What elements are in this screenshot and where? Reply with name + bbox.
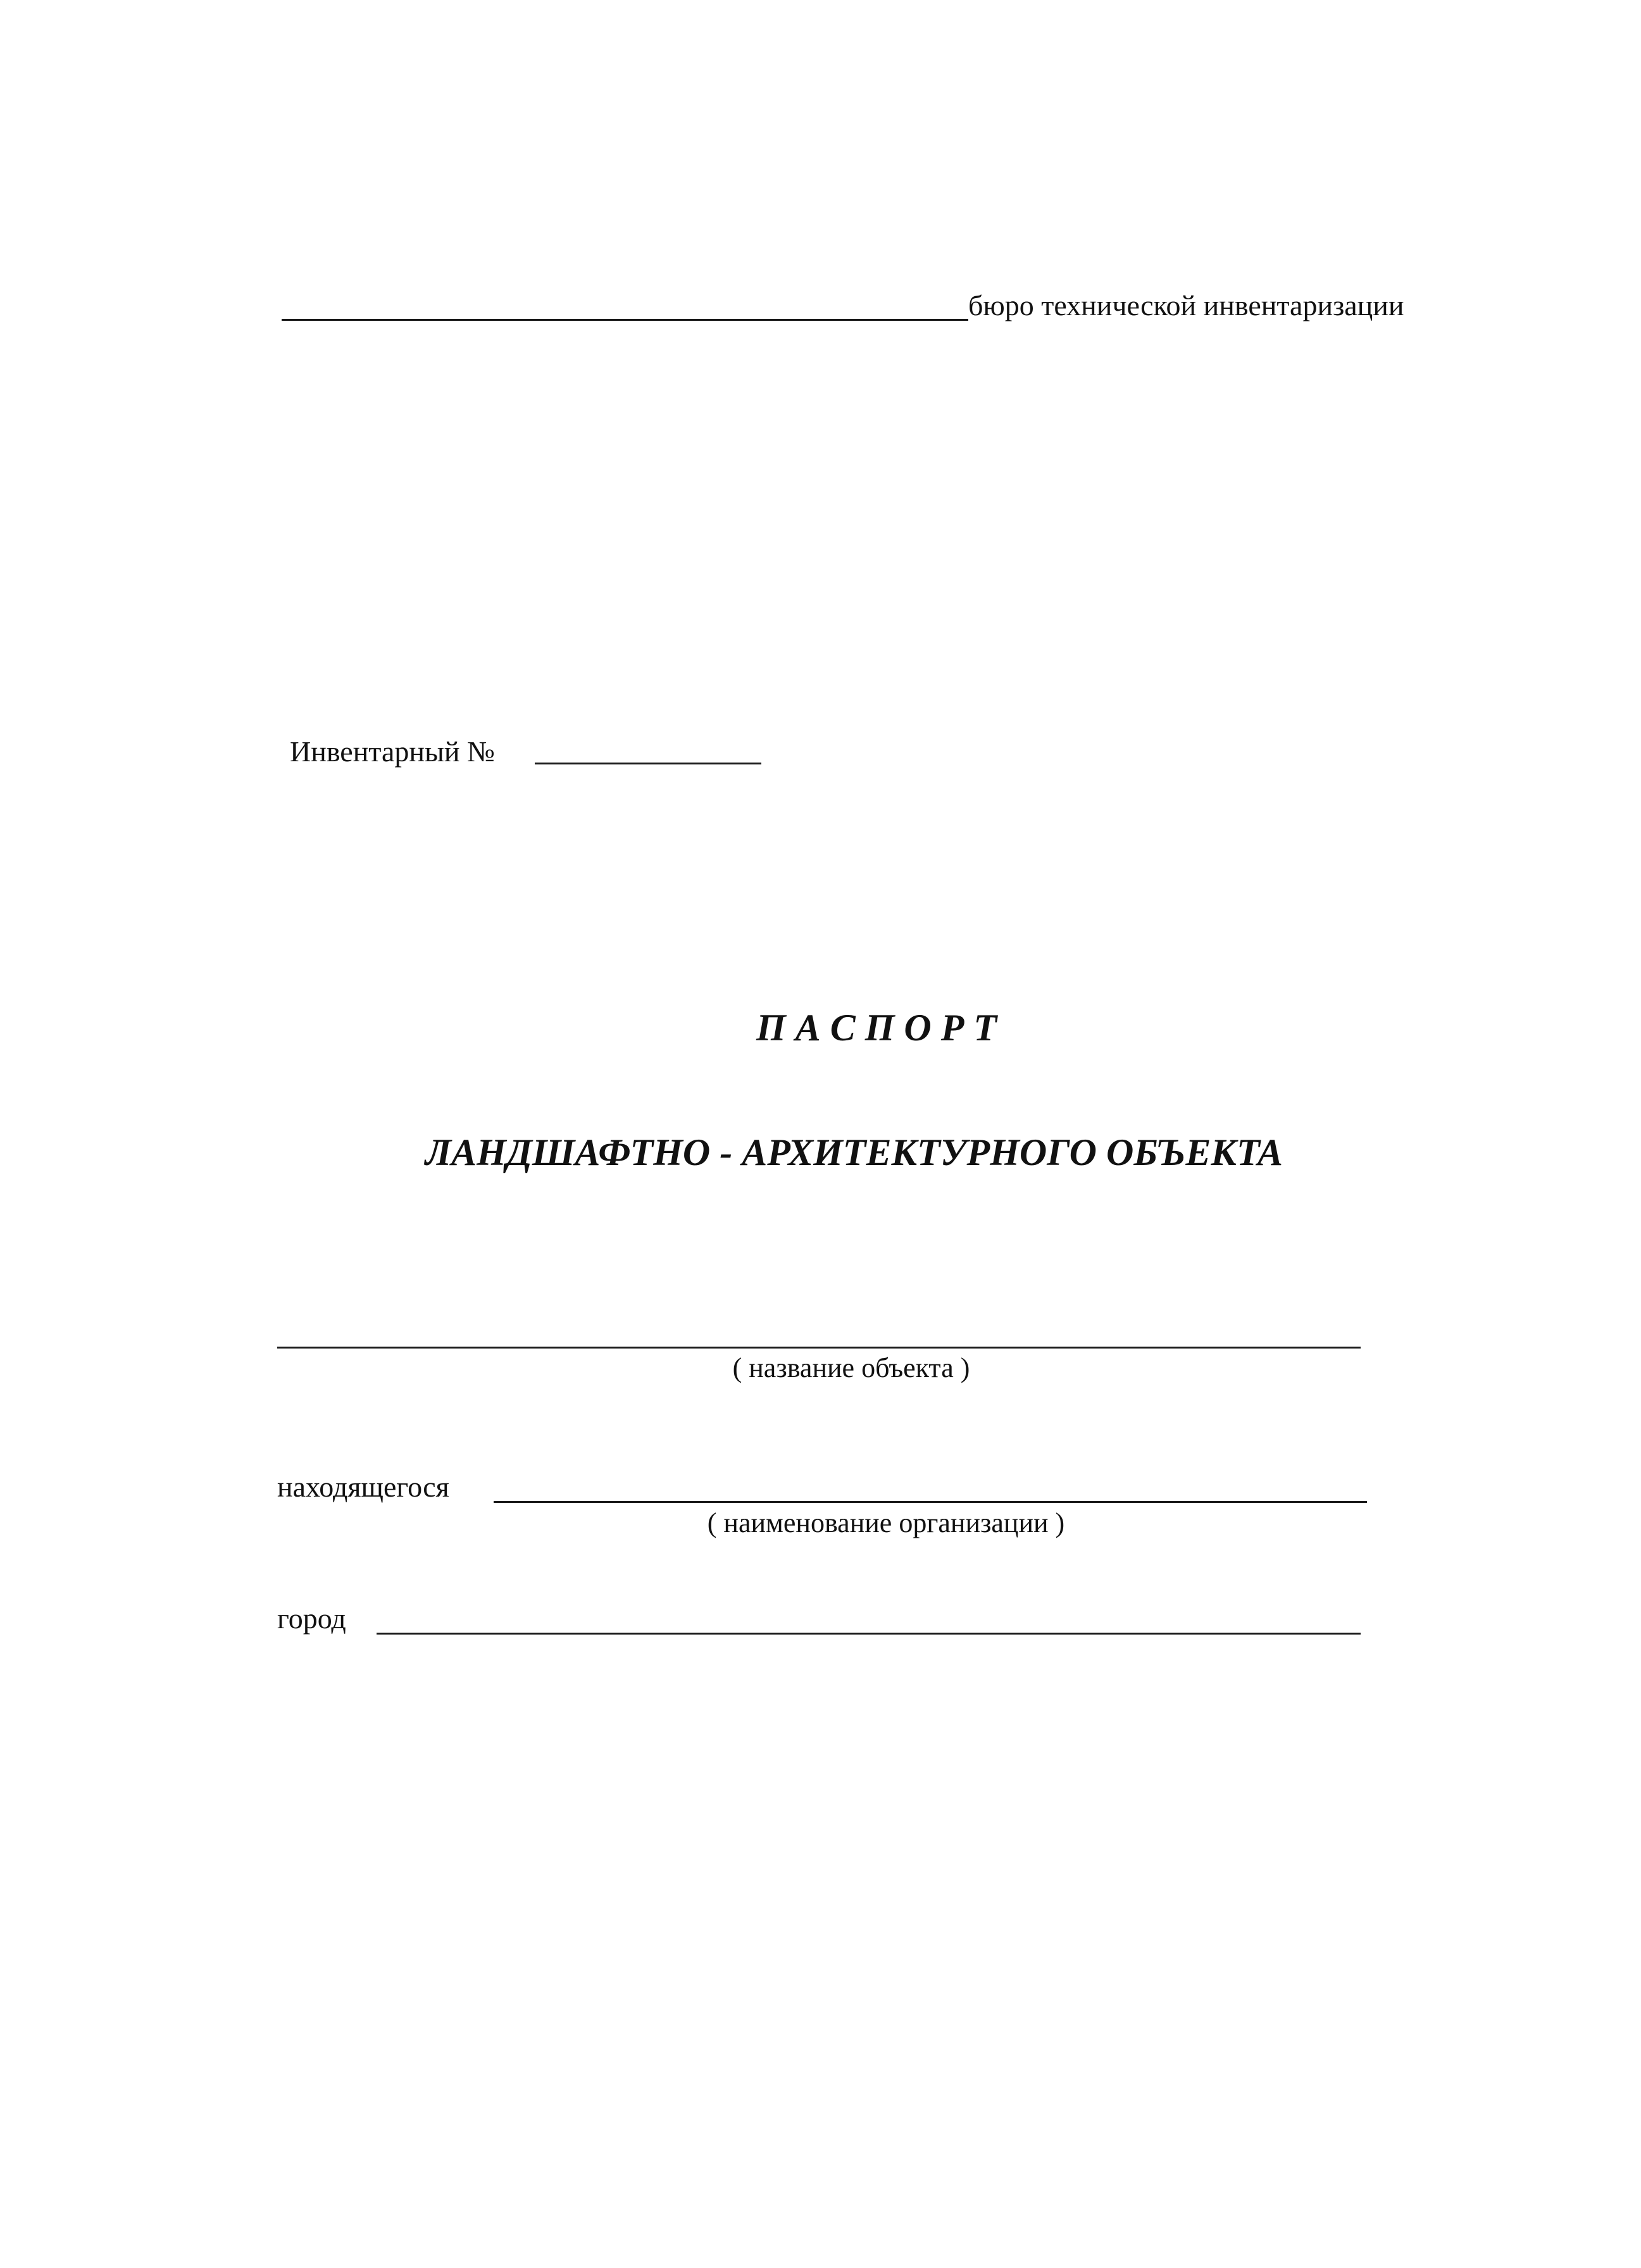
document-subtitle: ЛАНДШАФТНО - АРХИТЕКТУРНОГО ОБЪЕКТА <box>425 1131 1283 1173</box>
city-label: город <box>277 1602 346 1635</box>
bureau-blank-line <box>282 319 968 321</box>
object-name-blank-line <box>277 1347 1361 1349</box>
inventory-number-blank-line <box>535 763 761 764</box>
organization-blank-line <box>494 1501 1367 1503</box>
city-blank-line <box>377 1633 1361 1635</box>
object-name-caption: ( название объекта ) <box>732 1352 970 1383</box>
inventory-number-label: Инвентарный № <box>290 735 495 768</box>
bureau-label: бюро технической инвентаризации <box>968 289 1404 321</box>
location-label: находящегося <box>277 1471 449 1503</box>
organization-caption: ( наименование организации ) <box>707 1507 1065 1538</box>
document-title: П А С П О Р Т <box>756 1007 997 1049</box>
